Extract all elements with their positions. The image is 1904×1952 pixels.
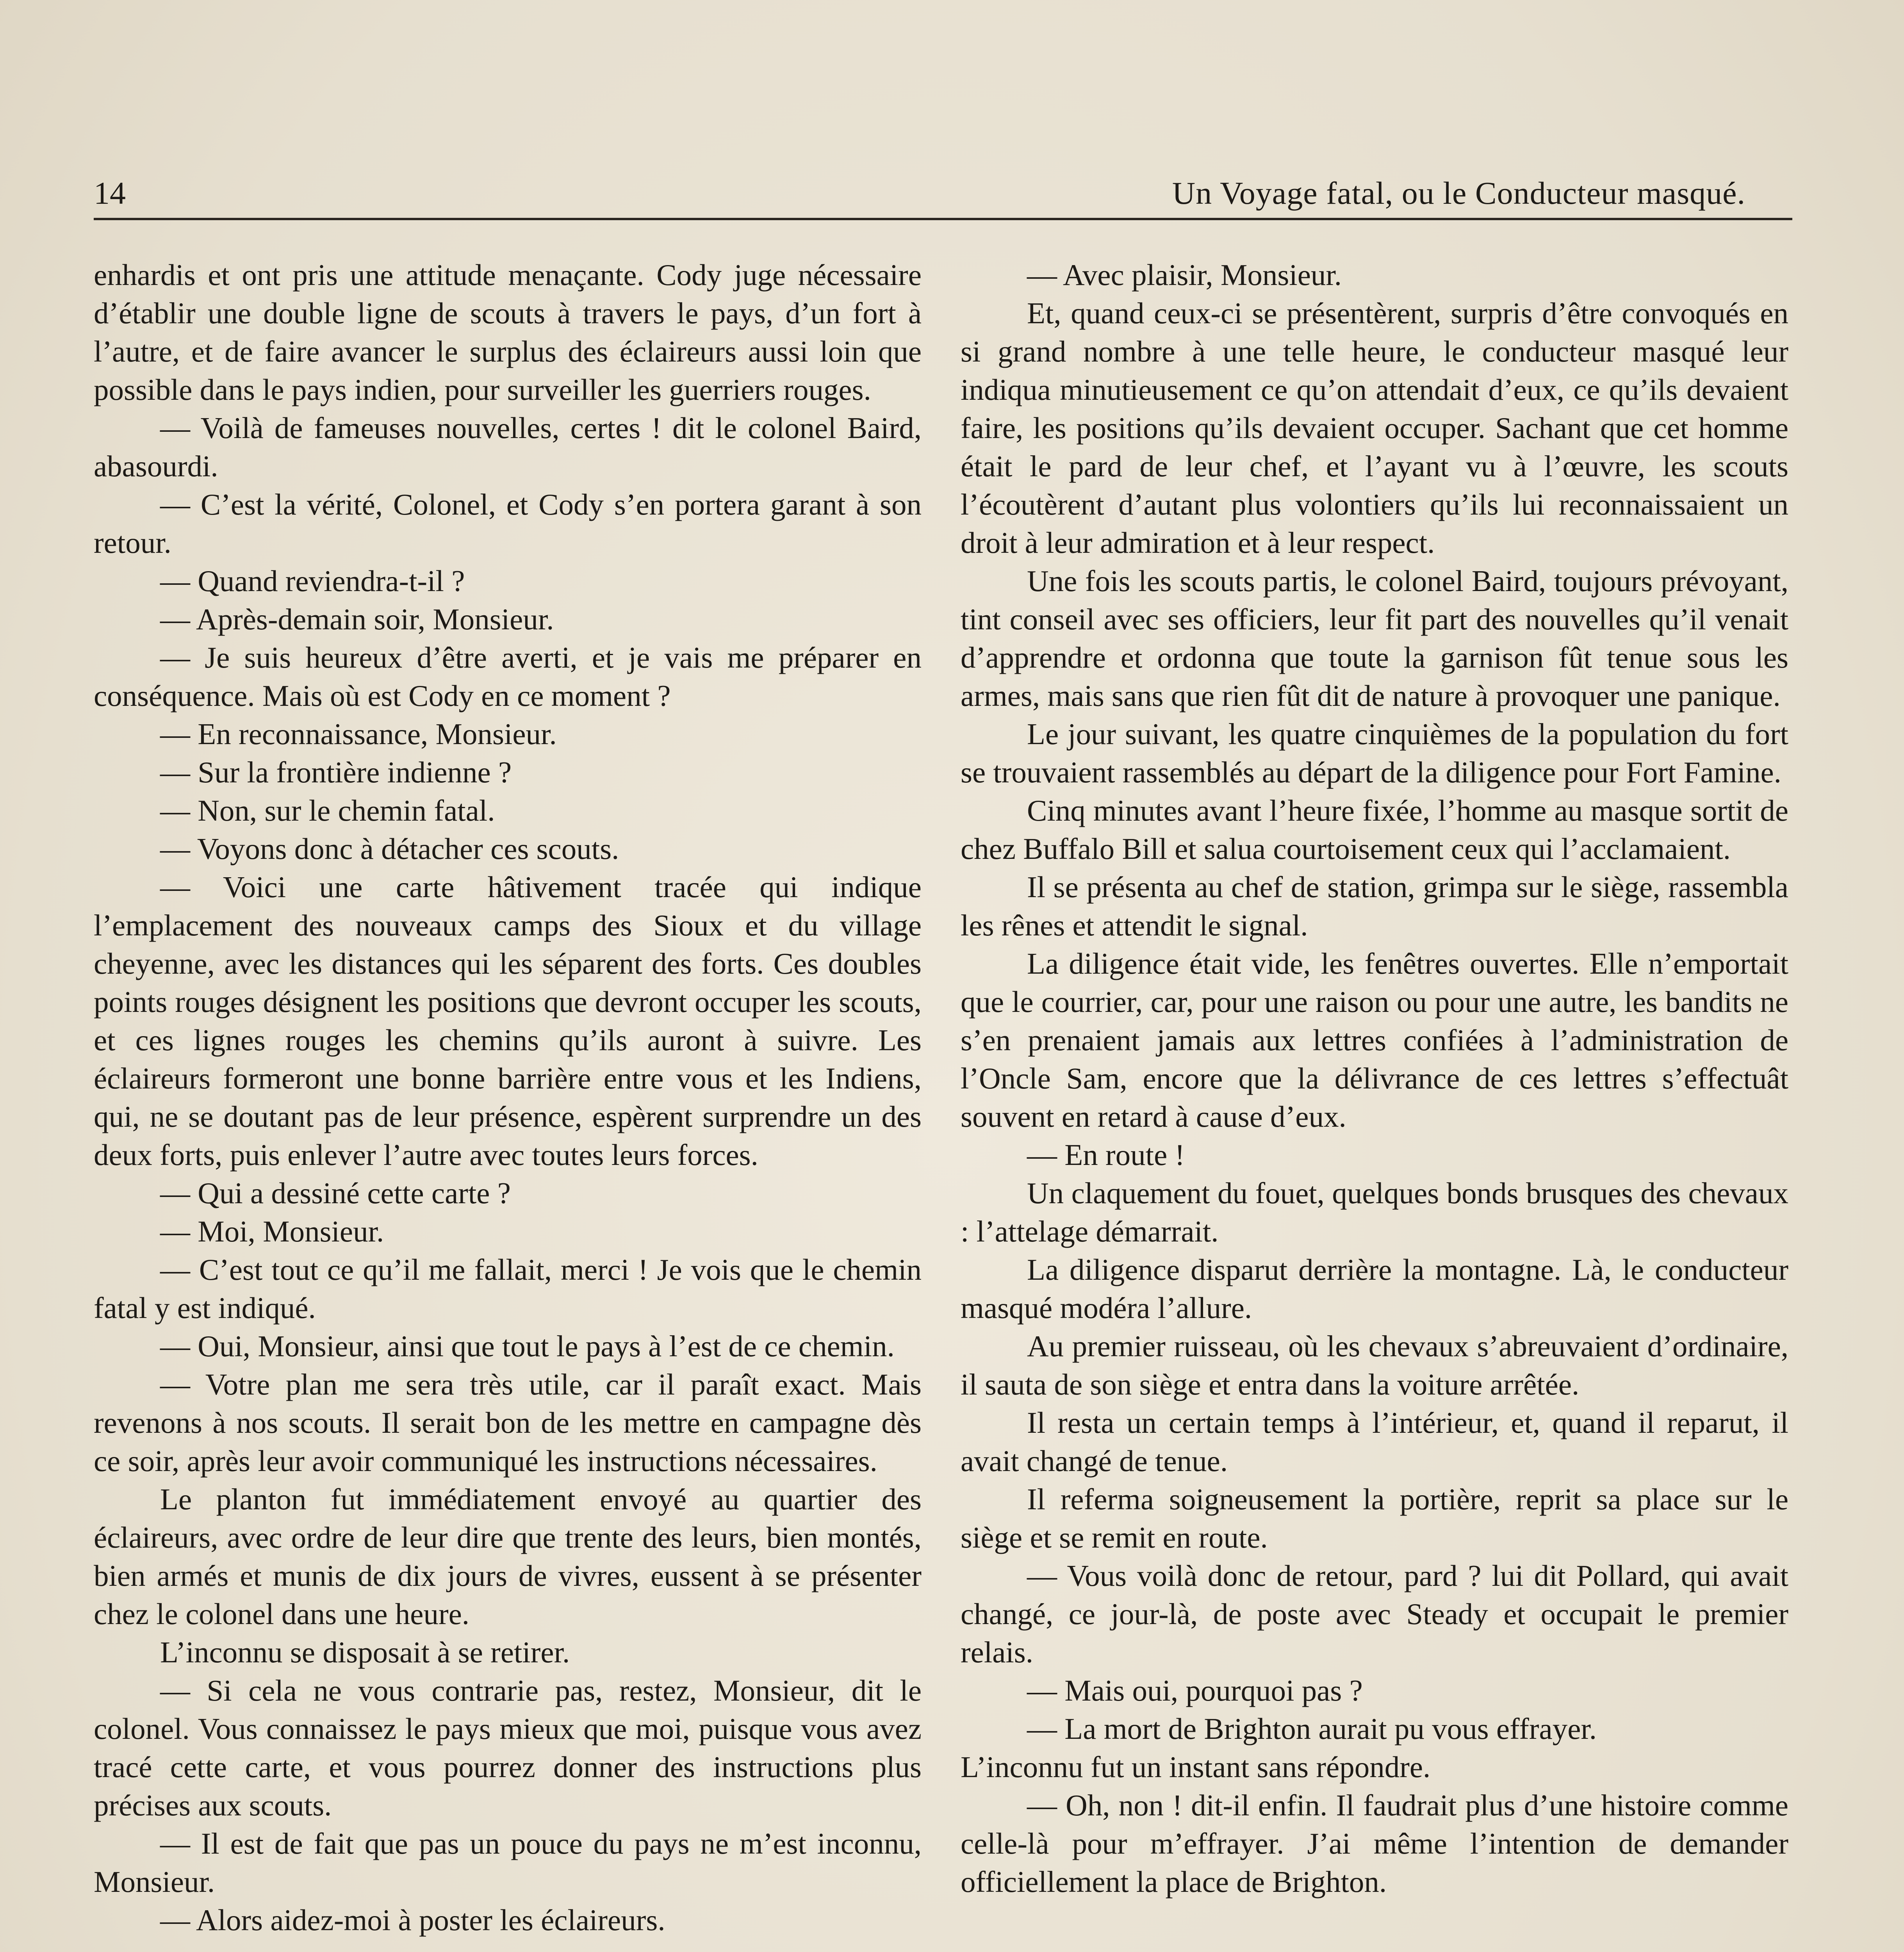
paragraph: Il se présenta au chef de station, grimpa sur le siège, rassembla les rênes et attendit le signal. [961,870,1788,942]
paragraph: Une fois les scouts partis, le colonel Baird, toujours prévoyant, tint conseil avec ses officiers, leur fit part des nouvelles qu’il venait d’apprendre et ordonna que toute la garnison fût tenue sous les armes, mais sans que rien fût dit de nature à provoquer une panique. [961,564,1788,712]
paragraph: — Moi, Monsieur. [160,1215,384,1248]
paragraph: Il resta un certain temps à l’intérieur, et, quand il reparut, il avait changé de tenue. [961,1406,1788,1478]
paragraph: — La mort de Brighton aurait pu vous effrayer. [1027,1712,1597,1745]
paragraph: Il referma soigneusement la portière, reprit sa place sur le siège et se remit en route. [961,1482,1788,1554]
paragraph: — Sur la frontière indienne ? [160,755,512,789]
paragraph: Au premier ruisseau, où les chevaux s’abreuvaient d’ordinaire, il sauta de son siège et entra dans la voiture arrêtée. [961,1329,1788,1401]
paragraph: L’inconnu fut un instant sans répondre. [961,1750,1431,1784]
paragraph: — Voilà de fameuses nouvelles, certes ! dit le colonel Baird, abasourdi. [94,411,922,483]
paragraph: La diligence disparut derrière la montagne. Là, le conducteur masqué modéra l’allure. [961,1253,1788,1325]
paragraph: — Si cela ne vous contrarie pas, restez, Monsieur, dit le colonel. Vous connaissez le pays mieux que moi, puisque vous avez tracé cette carte, et vous pourrez donner des instructions plus précises aux scouts. [94,1674,922,1822]
paragraph: La diligence était vide, les fenêtres ouvertes. Elle n’emportait que le courrier, car, pour une raison ou pour une autre, les bandits ne s’en prenaient jamais aux lettres confiées à l’administration de l’Oncle Sam, encore que la délivrance de ces lettres s’effectuât souvent en retard à cause d’eux. [961,947,1788,1133]
paragraph: — Non, sur le chemin fatal. [160,794,495,827]
page-number: 14 [94,175,126,211]
paragraph: Cinq minutes avant l’heure fixée, l’homme au masque sortit de chez Buffalo Bill et salua courtoisement ceux qui l’acclamaient. [961,794,1788,866]
paragraph: Le planton fut immédiatement envoyé au quartier des éclaireurs, avec ordre de leur dire que trente des leurs, bien montés, bien armés et munis de dix jours de vivres, eussent à se présenter chez le colonel dans une heure. [94,1482,922,1631]
paragraph: — C’est la vérité, Colonel, et Cody s’en portera garant à son retour. [94,488,922,559]
paragraph: — Qui a dessiné cette carte ? [160,1176,511,1210]
paragraph: — Après-demain soir, Monsieur. [160,602,554,636]
paragraph: — Oh, non ! dit-il enfin. Il faudrait plus d’une histoire comme celle-là pour m’effrayer. J’ai même l’intention de demander officiellement la place de Brighton. [961,1788,1788,1899]
paragraph: — Je suis heureux d’être averti, et je vais me préparer en conséquence. Mais où est Cody en ce moment ? [94,641,922,712]
paragraph: — Vous voilà donc de retour, pard ? lui dit Pollard, qui avait changé, ce jour-là, de poste avec Steady et occupait le premier relais. [961,1559,1788,1669]
paragraph: — En reconnaissance, Monsieur. [160,717,557,751]
paragraph: Et, quand ceux-ci se présentèrent, surpris d’être convoqués en si grand nombre à une telle heure, le conducteur masqué leur indiqua minutieusement ce qu’on attendait d’eux, ce qu’ils devaient faire, les positions qu’ils devaient occuper. Sachant que cet homme était le pard de leur chef, et l’ayant vu à l’œuvre, les scouts l’écoutèrent d’autant plus volontiers qu’ils lui reconnaissaient un droit à leur admiration et à leur respect. [961,296,1788,559]
header-rule [94,218,1792,220]
paragraph: Le jour suivant, les quatre cinquièmes de la population du fort se trouvaient rassemblés au départ de la diligence pour Fort Famine. [961,717,1788,789]
paragraph: Un claquement du fouet, quelques bonds brusques des chevaux : l’attelage démarrait. [961,1176,1788,1248]
paragraph: — Voici une carte hâtivement tracée qui indique l’emplacement des nouveaux camps des Sioux et du village cheyenne, avec les distances qui les séparent des forts. Ces doubles points rouges désignent les positions que devront occuper les scouts, et ces lignes rouges les chemins qu’ils auront à suivre. Les éclaireurs formeront une bonne barrière entre vous et les Indiens, qui, ne se doutant pas de leur présence, espèrent surprendre un des deux forts, puis enlever l’autre avec toutes leurs forces. [94,870,922,1172]
paragraph: — Voyons donc à détacher ces scouts. [160,832,619,866]
paragraph: — Quand reviendra-t-il ? [160,564,465,598]
paragraph: — En route ! [1027,1138,1185,1172]
paragraph: — Votre plan me sera très utile, car il paraît exact. Mais revenons à nos scouts. Il serait bon de les mettre en campagne dès ce soir, après leur avoir communiqué les instructions nécessaires. [94,1368,922,1478]
paragraph: L’inconnu se disposait à se retirer. [160,1635,570,1669]
paragraph: — C’est tout ce qu’il me fallait, merci ! Je vois que le chemin fatal y est indiqué. [94,1253,922,1325]
paragraph: — Il est de fait que pas un pouce du pays ne m’est inconnu, Monsieur. [94,1827,922,1899]
left-column [94,256,922,1939]
running-title: Un Voyage fatal, ou le Conducteur masqué. [1172,175,1745,211]
paragraph: — Avec plaisir, Monsieur. [1027,258,1342,292]
paragraph: — Oui, Monsieur, ainsi que tout le pays à l’est de ce chemin. [160,1329,895,1363]
right-column [961,256,1788,1901]
paragraph: enhardis et ont pris une attitude menaçante. Cody juge nécessaire d’établir une double ligne de scouts à travers le pays, d’un fort à l’autre, et de faire avancer le surplus des éclaireurs aussi loin que possible dans le pays indien, pour surveiller les guerriers rouges. [94,258,922,406]
paragraph: — Alors aidez-moi à poster les éclaireurs. [160,1903,665,1937]
page-header [94,168,1792,219]
paragraph: — Mais oui, pourquoi pas ? [1027,1674,1363,1707]
